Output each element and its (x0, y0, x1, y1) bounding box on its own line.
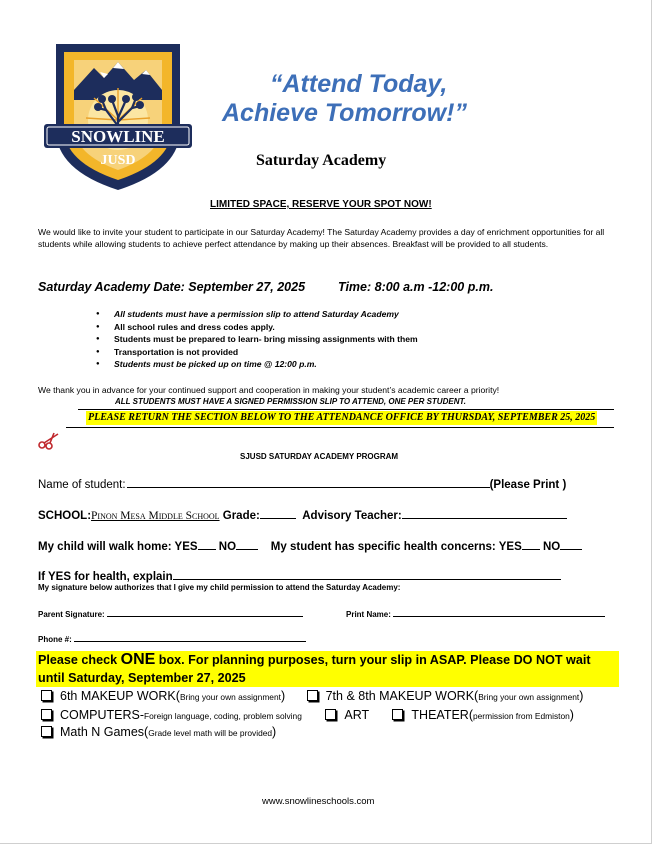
divider (66, 427, 614, 428)
option-label: 6th MAKEUP WORK( (60, 689, 180, 703)
walk-home-line (38, 539, 582, 553)
phone-line (38, 634, 306, 644)
grade-label: Grade: (222, 510, 260, 522)
return-notice: PLEASE RETURN THE SECTION BELOW TO THE ATTENDANCE OFFICE BY THURSDAY, SEPTEMBER 25, 2025 (88, 412, 596, 423)
snowline-jusd-logo (38, 38, 198, 194)
option-note: permission from Edmiston (472, 711, 570, 721)
health-yes-field[interactable] (522, 539, 540, 550)
health-explain-field[interactable] (173, 569, 561, 580)
academy-date-line (38, 280, 493, 294)
option-close: ) (579, 689, 584, 703)
option-label: Math N Games( (60, 725, 149, 739)
parent-signature-field[interactable] (107, 609, 303, 617)
student-name-label: Name of student: (38, 479, 126, 491)
option-note: Bring your own assignment (478, 692, 580, 702)
checkbox-computers[interactable] (41, 709, 52, 720)
please-print-note: (Please Print ) (489, 479, 567, 491)
scissors-icon (38, 432, 60, 450)
academy-date: Saturday Academy Date: September 27, 2025 (38, 280, 306, 294)
advisory-teacher-field[interactable] (402, 508, 567, 519)
parent-signature-label: Parent Signature: (38, 610, 105, 619)
option-label: COMPUTERS- (60, 708, 145, 722)
checkbox-6th-makeup[interactable] (41, 690, 52, 701)
grade-field[interactable] (260, 508, 296, 519)
option-close: ) (272, 725, 277, 739)
student-name-field[interactable] (127, 477, 490, 488)
health-explain-line (38, 569, 561, 583)
option-label: 7th & 8th MAKEUP WORK( (325, 689, 479, 703)
print-name-line (346, 609, 605, 619)
rule-item: ● Students must be picked up on time @ 12:00 p.m. (96, 358, 418, 371)
form-title: SJUSD SATURDAY ACADEMY PROGRAM (240, 452, 399, 461)
walk-no-field[interactable] (236, 539, 258, 550)
academy-time: Time: 8:00 a.m -12:00 p.m. (338, 280, 494, 294)
footer-website: www.snowlineschools.com (262, 796, 375, 807)
option-close: ) (280, 689, 286, 703)
option-label: ART (344, 708, 369, 722)
option-note: Bring your own assignment (179, 692, 281, 702)
walk-no-label: NO (218, 541, 237, 553)
phone-field[interactable] (74, 634, 306, 642)
health-explain-label: If YES for health, explain (38, 571, 173, 583)
options-row-2 (41, 708, 574, 722)
checkbox-7th-8th-makeup[interactable] (307, 690, 318, 701)
option-close: ) (569, 708, 574, 722)
school-label: SCHOOL: (38, 510, 92, 522)
health-no-field[interactable] (560, 539, 582, 550)
phone-label: Phone #: (38, 635, 72, 644)
authorization-text: My signature below authorizes that I give my child permission to attend the Saturday Academy: (38, 583, 401, 592)
shield-emblem-icon (38, 38, 198, 194)
intro-paragraph: We would like to invite your student to participate in our Saturday Academy! The Saturday Academy provides a day of enrichment opportunities for all students while allowing students to achieve perfect attendance by making up their absences. Breakfast will be provided to all students. (38, 227, 605, 249)
checkbox-art[interactable] (325, 709, 336, 720)
health-no-label: NO (542, 541, 561, 553)
rule-item: ● All students must have a permission slip to attend Saturday Academy (96, 308, 418, 321)
option-note: Foreign language, coding, problem solving (144, 711, 302, 721)
divider (78, 409, 614, 410)
advisory-label: Advisory Teacher: (302, 510, 402, 522)
slogan-line-1: “Attend Today, (270, 70, 448, 98)
health-label: My student has specific health concerns: YES (270, 541, 522, 553)
rule-item: ● All school rules and dress codes apply. (96, 321, 418, 334)
print-name-field[interactable] (393, 609, 605, 617)
logo-subtext: JUSD (100, 153, 136, 168)
limited-space-heading: LIMITED SPACE, RESERVE YOUR SPOT NOW! (210, 199, 432, 210)
option-note: Grade level math will be provided (148, 728, 273, 738)
walk-home-label: My child will walk home: YES (38, 541, 198, 553)
print-name-label: Print Name: (346, 610, 391, 619)
permission-requirement: ALL STUDENTS MUST HAVE A SIGNED PERMISSION SLIP TO ATTEND, ONE PER STUDENT. (115, 397, 466, 406)
rules-list (96, 308, 418, 371)
checkbox-theater[interactable] (392, 709, 403, 720)
student-name-line (38, 477, 566, 491)
slogan (222, 70, 602, 128)
check-post-text: box. For planning purposes, turn your slip in ASAP. Please DO NOT wait until Saturday, September 27, 2025 (38, 653, 591, 685)
program-title: Saturday Academy (256, 152, 387, 169)
logo-wordmark: SNOWLINE (71, 127, 165, 146)
school-line (38, 508, 567, 522)
check-one-instructions (36, 651, 619, 687)
thanks-text: We thank you in advance for your continued support and cooperation in making your student’s academic career a priority! (38, 385, 500, 395)
rule-item: ● Students must be prepared to learn- bring missing assignments with them (96, 333, 418, 346)
options-row-3 (41, 725, 276, 739)
parent-signature-line (38, 609, 303, 619)
rule-item: ● Transportation is not provided (96, 346, 418, 359)
checkbox-math-games[interactable] (41, 726, 52, 737)
school-name: Pinon Mesa Middle School (91, 510, 220, 522)
walk-yes-field[interactable] (198, 539, 216, 550)
check-pre-text: Please check (38, 653, 121, 667)
check-one-emphasis: ONE (120, 651, 156, 668)
slogan-line-2: Achieve Tomorrow!” (222, 99, 467, 127)
option-label: THEATER( (411, 708, 473, 722)
options-row-1 (41, 689, 583, 703)
